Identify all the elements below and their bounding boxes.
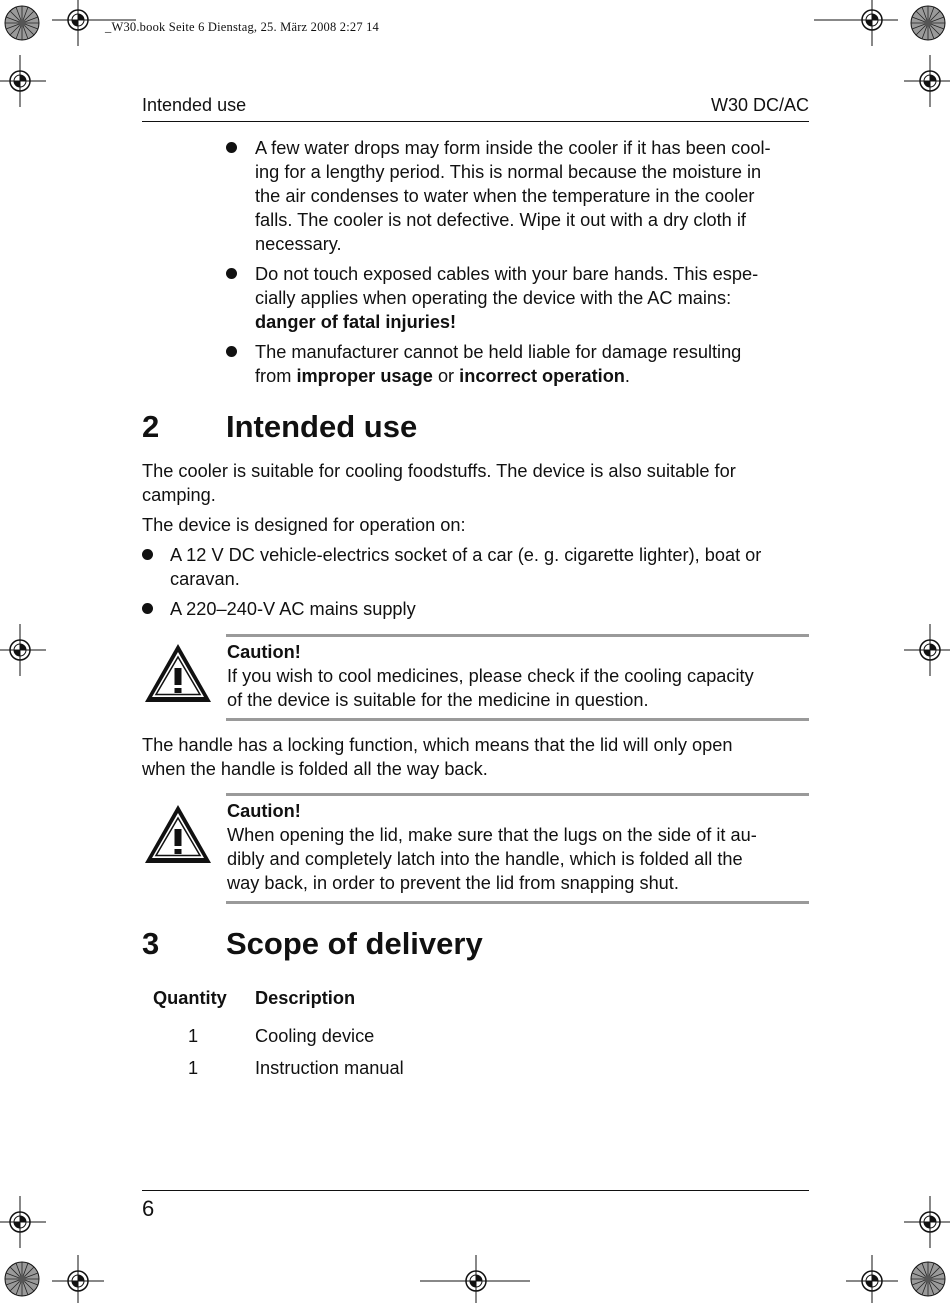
list-item [170, 597, 815, 621]
caution-line: of the device is suitable for the medicine in question. [227, 690, 649, 710]
bullet-text-line: falls. The cooler is not defective. Wipe it out with a dry cloth if [255, 210, 746, 230]
paragraph-line: camping. [142, 485, 216, 505]
list-item [255, 136, 815, 256]
paragraph [142, 513, 809, 537]
registration-mark-icon [52, 0, 104, 46]
bullet-text-line: A 220–240-V AC mains supply [170, 599, 416, 619]
table-cell-quantity: 1 [188, 1058, 199, 1078]
bullet-text-line: caravan. [170, 569, 240, 589]
paragraph [142, 733, 809, 781]
caution-text [227, 799, 817, 895]
paragraph-line: The cooler is suitable for cooling foodstuffs. The device is also suitable for [142, 461, 736, 481]
bullet-dot [226, 268, 237, 279]
bullet-text-line: from improper usage or incorrect operation. [255, 366, 630, 386]
section-number: 2 [142, 409, 160, 444]
footer-rule [142, 1190, 809, 1191]
registration-mark-icon [846, 1255, 898, 1303]
section-number: 3 [142, 926, 160, 961]
bullet-text-line: The manufacturer cannot be held liable for damage resulting [255, 342, 742, 362]
list-item [255, 340, 815, 388]
caution-line: If you wish to cool medicines, please check if the cooling capacity [227, 666, 754, 686]
table-cell-quantity: 1 [188, 1026, 199, 1046]
bullet-text-line: A few water drops may form inside the cooler if it has been cool- [255, 138, 771, 158]
list-item [255, 262, 815, 334]
section-title: Scope of delivery [226, 926, 483, 961]
caution-line: way back, in order to prevent the lid from snapping shut. [227, 873, 679, 893]
caution-bottom-rule [226, 901, 809, 904]
bullet-dot [142, 603, 153, 614]
color-wheel-icon [911, 1262, 945, 1296]
list-item [170, 543, 815, 591]
registration-mark-icon [904, 55, 950, 107]
color-wheel-icon [911, 6, 945, 40]
registration-mark-icon [0, 1196, 46, 1248]
slug-line: _W30.book Seite 6 Dienstag, 25. März 2008 2:27 14 [105, 20, 379, 34]
paragraph-line: The device is designed for operation on: [142, 515, 466, 535]
page-number: 6 [142, 1196, 155, 1221]
caution-box [142, 634, 809, 724]
caution-top-rule [226, 793, 809, 796]
paragraph-line: The handle has a locking function, which means that the lid will only open [142, 735, 733, 755]
header-rule [142, 121, 809, 122]
registration-mark-icon [904, 624, 950, 676]
table-header-description: Description [255, 988, 356, 1008]
color-wheel-icon [5, 6, 39, 40]
bullet-text-line: A 12 V DC vehicle-electrics socket of a car (e. g. cigarette lighter), boat or [170, 545, 762, 565]
bullet-dot [142, 549, 153, 560]
paragraph [142, 459, 809, 507]
danger-warning-text: danger of fatal injuries! [255, 312, 457, 332]
color-wheel-icon [5, 1262, 39, 1296]
bullet-dot [226, 346, 237, 357]
bullet-text-line: necessary. [255, 234, 342, 254]
bullet-text-line: Do not touch exposed cables with your bare hands. This espe- [255, 264, 759, 284]
paragraph-line: when the handle is folded all the way back. [142, 759, 488, 779]
caution-box [142, 793, 809, 906]
registration-mark-icon [52, 1255, 104, 1303]
table-cell-description: Instruction manual [255, 1058, 404, 1078]
running-head-product: W30 DC/AC [710, 95, 809, 115]
table-cell-description: Cooling device [255, 1026, 375, 1046]
section-title: Intended use [226, 409, 418, 444]
bullet-text-line: cially applies when operating the device with the AC mains: [255, 288, 732, 308]
registration-mark-icon [904, 1196, 950, 1248]
bullet-text-line: ing for a lengthy period. This is normal because the moisture in [255, 162, 762, 182]
table-header-quantity: Quantity [153, 988, 227, 1008]
caution-bottom-rule [226, 718, 809, 721]
caution-top-rule [226, 634, 809, 637]
caution-title: Caution! [227, 801, 301, 821]
caution-title: Caution! [227, 642, 301, 662]
registration-mark-icon [450, 1255, 502, 1303]
bullet-text-line: the air condenses to water when the temperature in the cooler [255, 186, 755, 206]
caution-line: When opening the lid, make sure that the lugs on the side of it au- [227, 825, 757, 845]
warning-triangle-icon [142, 802, 214, 866]
registration-mark-icon [0, 624, 46, 676]
running-head [142, 95, 809, 121]
caution-line: dibly and completely latch into the handle, which is folded all the [227, 849, 743, 869]
bullet-dot [226, 142, 237, 153]
warning-triangle-icon [142, 641, 214, 705]
running-head-section: Intended use [142, 95, 247, 115]
registration-mark-icon [0, 55, 46, 107]
registration-mark-icon [846, 0, 898, 46]
caution-text [227, 640, 817, 712]
